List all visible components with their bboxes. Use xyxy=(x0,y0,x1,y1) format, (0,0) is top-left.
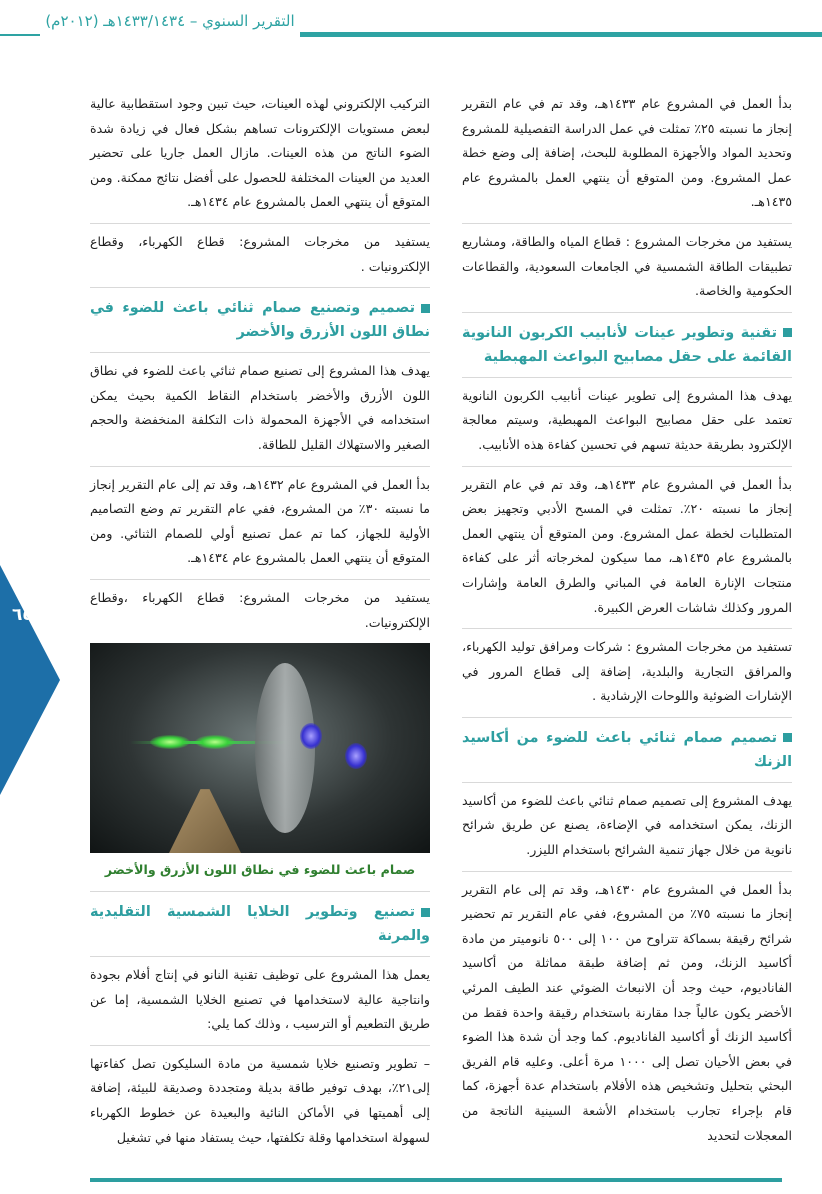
footer-rule xyxy=(90,1178,782,1182)
paragraph: بدأ العمل في المشروع عام ١٤٣٣هـ، وقد تم في عام التقرير إنجاز ما نسبته ٢٥٪ تمثلت في عمل الدراسة التفصيلية للمشروع وتحديد المواد والأجهزة المطلوبة للبحث، إضافة إلى وضع خطة عمل المشروع. ومن المتوقع أن ينتهي العمل بالمشروع عام ١٤٣٥هـ. xyxy=(462,96,792,210)
paragraph: يهدف المشروع إلى تصميم صمام ثنائي باعث للضوء من أكاسيد الزنك، يمكن استخدامه في الإضاءة، يصنع عن طريق شرائح نانوية من خلال جهاز تنمية الشرائح باستخدام الليزر. xyxy=(462,782,792,863)
section-heading-text: تصنيع وتطوير الخلايا الشمسية التقليدية والمرنة xyxy=(90,904,430,945)
page-number-tab xyxy=(0,565,60,795)
paragraph: بدأ العمل في المشروع عام ١٤٣٠هـ، وقد تم إلى عام التقرير إنجاز ما نسبته ٧٥٪ من المشروع، ففي عام التقرير تم تحضير شرائح رقيقة بسماكة تتراوح من ١٠٠ إلى ٥٠٠ نانوميتر من مادة أكاسيد الزنك، ومن ثم إضافة طبقة مماثلة من أكاسيد الفاناديوم، حيث وجد أن الانبعاث الضوئي عند الطيف المرئي الأخضر يكون عالياً جدا مقارنة باستخدام رقيقة واحدة فقط من أكاسيد الزنك أو أكاسيد الفاناديوم. كما وجد أن شدة هذا الضوء في بعض الأحيان تصل إلى ١٠٠٠ مرة أعلى. وعليه قام الفريق البحثي بتحليل وتشخيص هذه الأفلام باستخدام عدة أجهزة، كما قام بإجراء تجارب باستخدام الأشعة السينية الناتجة من المعجلات لتحديد xyxy=(462,871,792,1149)
bullet-square-icon xyxy=(783,733,792,742)
green-glow xyxy=(195,735,235,749)
section-heading-text: تصميم صمام ثنائي باعث للضوء من أكاسيد الزنك xyxy=(462,729,792,770)
paragraph: يهدف هذا المشروع إلى تطوير عينات أنابيب الكربون النانوية تعتمد على حقل مصابيح البواعث المهبطية، وسيتم معالجة الإلكترود بطريقة حديثة تسهم في تحسين كفاءة هذه الأنابيب. xyxy=(462,377,792,458)
section-heading xyxy=(90,891,430,948)
probe-holder xyxy=(160,773,250,853)
header-rule xyxy=(300,32,822,37)
paragraph: يعمل هذا المشروع على توظيف تقنية النانو في إنتاج أفلام بجودة وانتاجية عالية لاستخدامها في تصنيع الخلايا الشمسية، إما عن طريق التطعيم أو الترسيب ، وذلك كما يلي: xyxy=(90,956,430,1037)
section-heading xyxy=(462,312,792,369)
paragraph: يستفيد من مخرجات المشروع : قطاع المياه والطاقة، ومشاريع تطبيقات الطاقة الشمسية في الجامعات السعودية، والقطاعات الحكومية والخاصة. xyxy=(462,223,792,304)
blue-glow xyxy=(300,723,322,749)
right-column xyxy=(462,92,792,1156)
paragraph: يهدف هذا المشروع إلى تصنيع صمام ثنائي باعث للضوء في نطاق اللون الأزرق والأخضر باستخدام النقاط الكمية بحيث يمكن استخدامه في الأجهزة المحمولة ذات التكلفة المنخفضة والحجم الصغير والاستهلاك القليل للطاقة. xyxy=(90,352,430,457)
paragraph: بدأ العمل في المشروع عام ١٤٣٣هـ، وقد تم في عام التقرير إنجاز ما نسبته ٢٠٪. تمثلت في المسح الأدبي وتجهيز بعض المتطلبات لخطة عمل المشروع. ومن المتوقع أن ينتهي العمل بالمشروع عام ١٤٣٥هـ، مما سيكون لمخرجاته أثر على كفاءة منتجات الإنارة العامة في المباني والطرق العامة وإشارات المرور وكذلك شاشات العرض الكبيرة. xyxy=(462,466,792,621)
page-number: ٦٥ xyxy=(12,605,33,625)
paragraph: بدأ العمل في المشروع عام ١٤٣٢هـ، وقد تم إلى عام التقرير إنجاز ما نسبته ٣٠٪ من المشروع، ففي عام التقرير تم وضع التصاميم الأولية للجهاز، كما تم عمل تصنيع أولي للصمام الثنائي. ومن المتوقع أن ينتهي العمل بالمشروع عام ١٤٣٤هـ. xyxy=(90,466,430,571)
photo-caption: صمام باعث للضوء في نطاق اللون الأزرق والأخضر xyxy=(104,862,416,878)
paragraph: يستفيد من مخرجات المشروع: قطاع الكهرباء ،وقطاع الإلكترونيات. xyxy=(90,579,430,635)
section-heading xyxy=(90,287,430,344)
page-header xyxy=(0,0,822,44)
paragraph: التركيب الإلكتروني لهذه العينات، حيث تبين وجود استقطابية عالية لبعض مستويات الإلكترونات تساهم بشكل فعال في زيادة شدة الضوء الناتج من هذه العينات. مازال العمل جاريا على تحضير العديد من العينات المختلفة للحصول على أفضل نتائج ممكنة. ومن المتوقع أن ينتهي العمل بالمشروع عام ١٤٣٤هـ. xyxy=(90,96,430,210)
led-photo xyxy=(90,643,430,853)
green-glow xyxy=(150,735,190,749)
bullet-square-icon xyxy=(421,908,430,917)
header-title: التقرير السنوي – ١٤٣٣/١٤٣٤هـ (٢٠١٢م) xyxy=(45,12,295,30)
paragraph: – تطوير وتصنيع خلايا شمسية من مادة السليكون تصل كفاءتها إلى٢١٪، بهدف توفير طاقة بديلة ومتجددة وصديقة للبيئة، إضافة إلى أهميتها في الأماكن النائية والبعيدة عن خطوط الكهرباء لسهولة استخدامها وقلة تكلفتها، حيث يستفاد منها في تشغيل xyxy=(90,1045,430,1150)
bullet-square-icon xyxy=(783,328,792,337)
section-heading xyxy=(462,717,792,774)
paragraph: تستفيد من مخرجات المشروع : شركات ومرافق توليد الكهرباء، والمرافق التجارية والبلدية، إضافة إلى قطاع المرور في الإشارات الضوئية واللوحات الإرشادية . xyxy=(462,628,792,709)
blue-glow xyxy=(345,743,367,769)
bullet-square-icon xyxy=(421,304,430,313)
section-heading-text: تقنية وتطوير عينات لأنابيب الكربون النانوية القائمة على حقل مصابيح البواعث المهبطية xyxy=(462,324,792,365)
left-column xyxy=(90,92,430,1158)
paragraph: يستفيد من مخرجات المشروع: قطاع الكهرباء، وقطاع الإلكترونيات . xyxy=(90,223,430,279)
header-rule-left xyxy=(0,34,40,36)
section-heading-text: تصميم وتصنيع صمام ثنائي باعث للضوء في نطاق اللون الأزرق والأخضر xyxy=(90,300,430,341)
